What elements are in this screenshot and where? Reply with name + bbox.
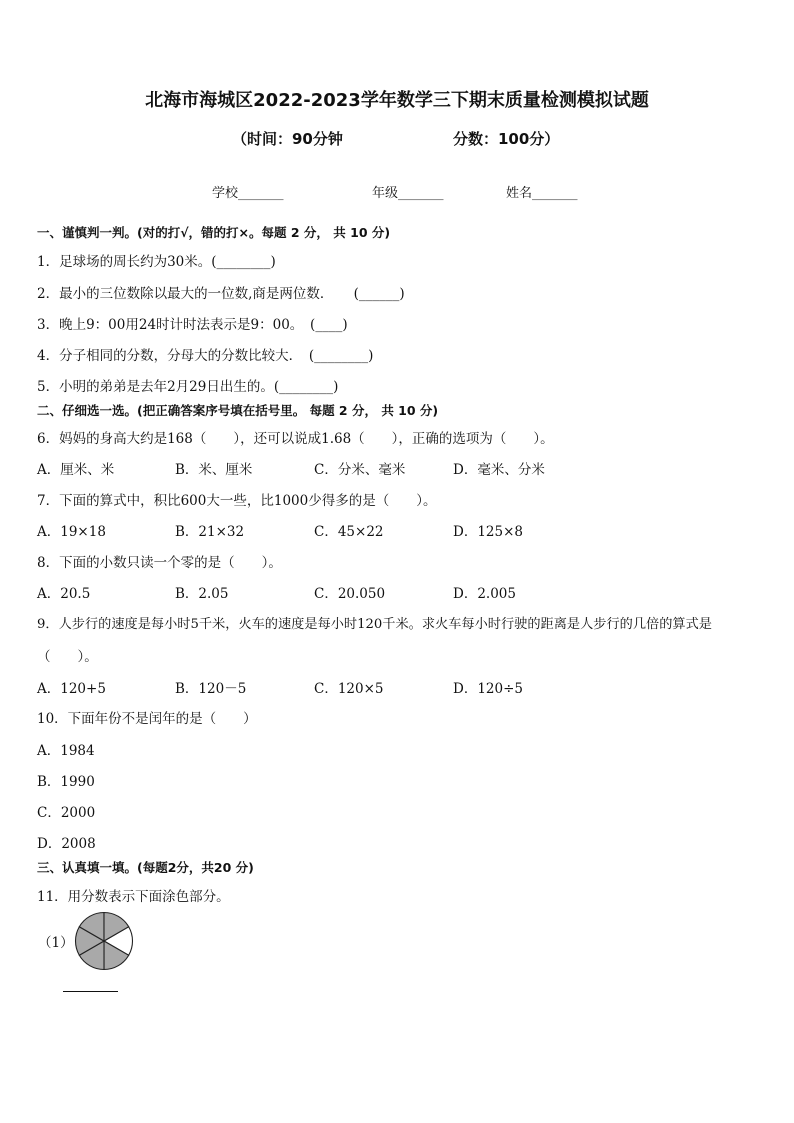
question-4: 4．分子相同的分数，分母大的分数比较大． (________) bbox=[37, 348, 374, 364]
fraction-pie-graphic bbox=[74, 911, 134, 971]
q10-option-c: C．2000 bbox=[37, 805, 96, 821]
name-field: 姓名_______ bbox=[506, 186, 578, 201]
section3-header: 三、认真填一填。(每题2分，共20 分) bbox=[37, 860, 254, 875]
q9-option-b: B．120－5 bbox=[175, 681, 247, 697]
q8-option-b: B．2.05 bbox=[175, 586, 229, 602]
q7-option-c: C．45×22 bbox=[314, 524, 384, 540]
q9-option-c: C．120×5 bbox=[314, 681, 384, 697]
section1-header: 一、谨慎判一判。(对的打√，错的打×。每题 2 分， 共 10 分) bbox=[37, 225, 391, 240]
q11-part1-label: （1） bbox=[38, 935, 74, 951]
q11-answer-line[interactable] bbox=[63, 991, 118, 992]
q7-option-d: D．125×8 bbox=[453, 524, 523, 540]
question-7: 7．下面的算式中，积比600大一些，比1000少得多的是（ ）。 bbox=[37, 493, 437, 509]
q10-option-b: B．1990 bbox=[37, 774, 95, 790]
q10-option-a: A．1984 bbox=[37, 743, 95, 759]
q10-option-d: D．2008 bbox=[37, 836, 96, 852]
q8-option-d: D．2.005 bbox=[453, 586, 516, 602]
question-9-line2: （ ）。 bbox=[37, 649, 98, 665]
time-info: （时间：90分钟 bbox=[232, 130, 343, 148]
score-info: 分数：100分） bbox=[453, 130, 560, 148]
q9-option-d: D．120÷5 bbox=[453, 681, 523, 697]
question-11: 11．用分数表示下面涂色部分。 bbox=[37, 889, 230, 905]
grade-field: 年级_______ bbox=[372, 186, 444, 201]
question-10: 10．下面年份不是闰年的是（ ） bbox=[37, 711, 257, 727]
question-6: 6．妈妈的身高大约是168（ ），还可以说成1.68（ ），正确的选项为（ ）。 bbox=[37, 431, 554, 447]
q6-option-c: C．分米、毫米 bbox=[314, 462, 406, 478]
question-2: 2．最小的三位数除以最大的一位数,商是两位数． (______) bbox=[37, 286, 405, 302]
q9-option-a: A．120+5 bbox=[37, 681, 106, 697]
question-9: 9．人步行的速度是每小时5千米，火车的速度是每小时120千米。求火车每小时行驶的距离是人步行的几倍的算式是 bbox=[37, 617, 712, 632]
question-5: 5．小明的弟弟是去年2月29日出生的。(________) bbox=[37, 379, 339, 395]
q8-option-c: C．20.050 bbox=[314, 586, 386, 602]
school-field: 学校_______ bbox=[212, 186, 284, 201]
fraction-pie bbox=[74, 911, 134, 971]
question-1: 1．足球场的周长约为30米。(________) bbox=[37, 254, 276, 270]
q6-option-a: A．厘米、米 bbox=[37, 462, 115, 478]
q6-option-d: D．毫米、分米 bbox=[453, 462, 545, 478]
q8-option-a: A．20.5 bbox=[37, 586, 91, 602]
q7-option-b: B．21×32 bbox=[175, 524, 245, 540]
q7-option-a: A．19×18 bbox=[37, 524, 106, 540]
page-title: 北海市海城区2022-2023学年数学三下期末质量检测模拟试题 bbox=[145, 90, 649, 111]
q6-option-b: B．米、厘米 bbox=[175, 462, 253, 478]
section2-header: 二、仔细选一选。(把正确答案序号填在括号里。 每题 2 分， 共 10 分) bbox=[37, 403, 439, 418]
question-8: 8．下面的小数只读一个零的是（ ）。 bbox=[37, 555, 282, 571]
question-3: 3．晚上9：00用24时计时法表示是9：00。 (____) bbox=[37, 317, 348, 333]
